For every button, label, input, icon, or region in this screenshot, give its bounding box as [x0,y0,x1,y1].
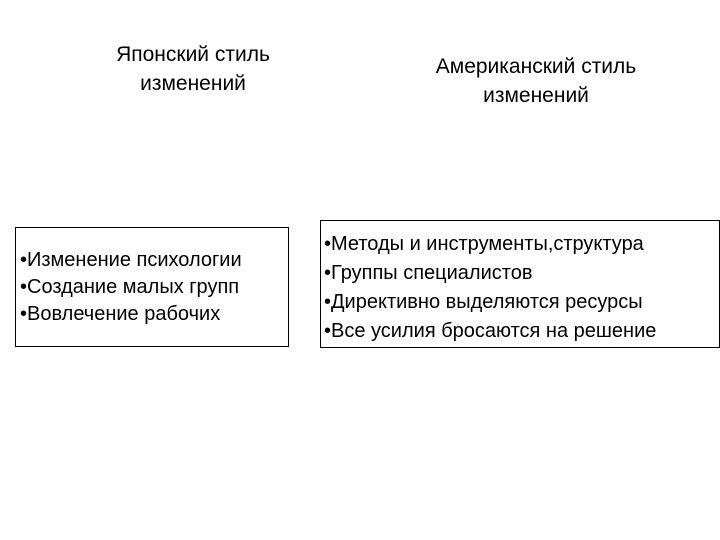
japanese-style-heading: Японский стиль изменений [116,43,270,95]
american-style-list [321,221,719,346]
list-item: • Вовлечение рабочих [20,301,288,328]
list-item: • Методы и инструменты,структура [324,230,719,259]
list-item: • Изменение психологии [20,247,288,274]
list-item: • Группы специалистов [324,259,719,288]
american-style-heading: Американский стиль изменений [435,55,637,107]
japanese-style-box [15,227,289,347]
list-item: • Все усилия бросаются на решение [324,317,719,346]
american-style-box [320,220,720,348]
list-item: • Директивно выделяются ресурсы [324,288,719,317]
japanese-style-list [16,228,288,328]
list-item: • Создание малых групп [20,274,288,301]
